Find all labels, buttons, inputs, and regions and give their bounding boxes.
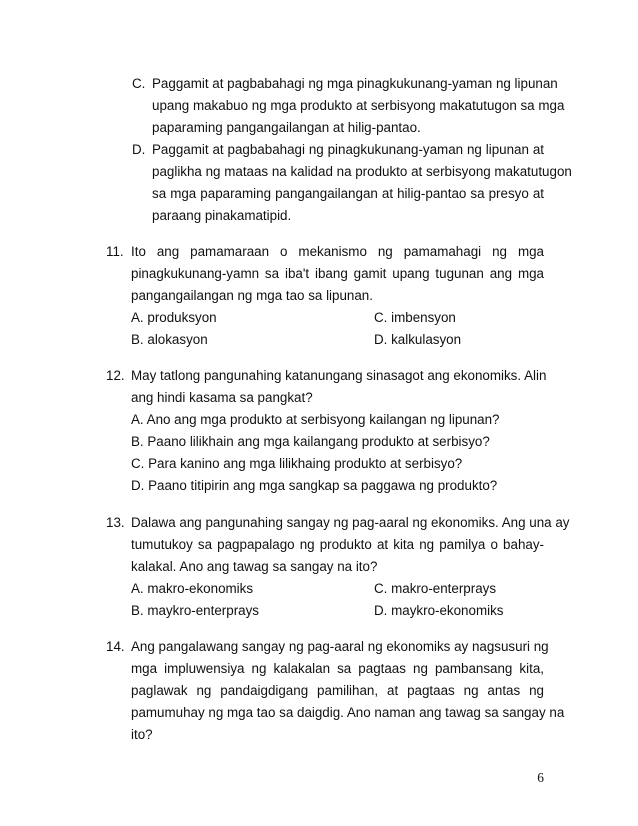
option-text-line: paglikha ng mataas na kalidad na produkto at serbisyong makatutugon xyxy=(152,164,572,179)
question-text-line: tumutukoy sa pagpapalago ng produkto at kita ng pamilya o bahay- xyxy=(131,537,544,552)
question-text-line: ito? xyxy=(131,727,153,742)
answer-option: A. makro-ekonomiks xyxy=(131,581,254,596)
question-text-line: pangangailangan ng mga tao sa lipunan. xyxy=(131,288,373,303)
question-text-line: ang hindi kasama sa pangkat? xyxy=(131,390,313,405)
answer-option: C. imbensyon xyxy=(374,310,456,325)
option-text-line: paparaming pangangailangan at hilig-pantao. xyxy=(152,120,421,135)
question-text-line: pamumuhay ng mga tao sa daigdig. Ano naman ang tawag sa sangay na xyxy=(131,705,565,720)
question-text-line: May tatlong pangunahing katanungang sinasagot ang ekonomiks. Alin xyxy=(131,368,547,383)
answer-option: C. Para kanino ang mga lilikhaing produkto at serbisyo? xyxy=(131,456,463,471)
option-text-line: Paggamit at pagbabahagi ng pinagkukunang-yaman ng lipunan at xyxy=(152,142,544,157)
question-number: 14. xyxy=(106,639,125,654)
option-text-line: sa mga paparaming pangangailangan at hilig-pantao sa presyo at xyxy=(152,186,544,201)
question-text-line: mga impluwensiya ng kalakalan sa pagtaas ng pambansang kita, xyxy=(131,661,544,676)
question-text-line: pinagkukunang-yamn sa iba't ibang gamit upang tugunan ang mga xyxy=(131,266,544,281)
option-text-line: Paggamit at pagbabahagi ng mga pinagkukunang-yaman ng lipunan xyxy=(152,76,558,91)
question-number: 11. xyxy=(106,244,124,259)
answer-option: A. produksyon xyxy=(131,310,217,325)
question-text-line: Ang pangalawang sangay ng pag-aaral ng ekonomiks ay nagsusuri ng xyxy=(131,639,549,654)
answer-option: D. kalkulasyon xyxy=(374,332,462,347)
question-text-line: Ito ang pamamaraan o mekanismo ng pamamahagi ng mga xyxy=(131,244,544,259)
question-text-line: paglawak ng pandaigdigang pamilihan, at pagtaas ng antas ng xyxy=(131,683,544,698)
question-text-line: Dalawa ang pangunahing sangay ng pag-aaral ng ekonomiks. Ang una ay xyxy=(131,515,570,530)
answer-option: B. alokasyon xyxy=(131,332,208,347)
question-text-line: kalakal. Ano ang tawag sa sangay na ito? xyxy=(131,559,378,574)
question-number: 12. xyxy=(106,368,125,383)
answer-option: D. Paano titipirin ang mga sangkap sa paggawa ng produkto? xyxy=(131,478,498,493)
option-letter: C. xyxy=(132,76,146,91)
answer-option: B. maykro-enterprays xyxy=(131,603,259,618)
answer-option: D. maykro-ekonomiks xyxy=(374,603,504,618)
answer-option: A. Ano ang mga produkto at serbisyong kailangan ng lipunan? xyxy=(131,412,500,427)
page-number: 6 xyxy=(537,770,544,785)
question-number: 13. xyxy=(106,515,125,530)
option-letter: D. xyxy=(132,142,146,157)
option-text-line: upang makabuo ng mga produkto at serbisyong makatutugon sa mga xyxy=(152,98,565,113)
answer-option: C. makro-enterprays xyxy=(374,581,497,596)
answer-option: B. Paano lilikhain ang mga kailangang produkto at serbisyo? xyxy=(131,434,490,449)
option-text-line: paraang pinakamatipid. xyxy=(152,208,292,223)
